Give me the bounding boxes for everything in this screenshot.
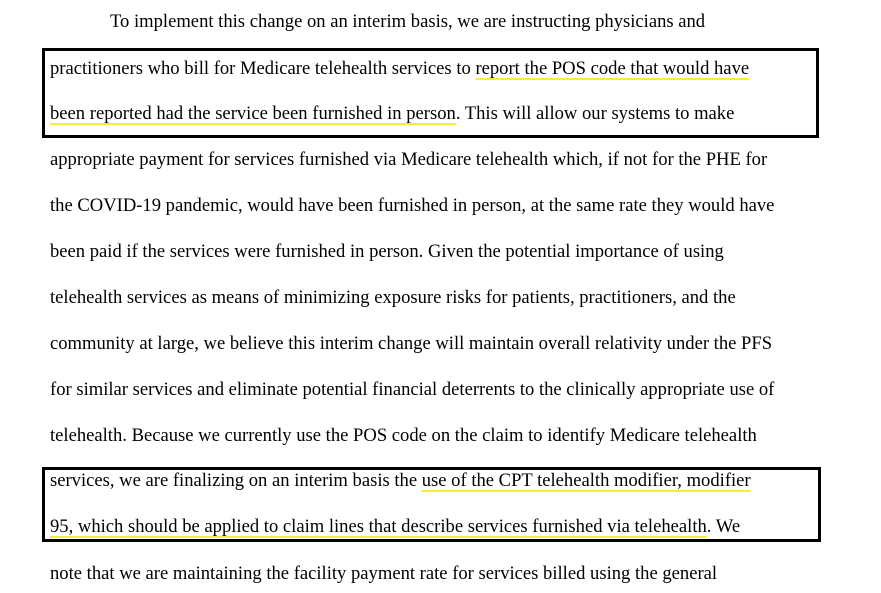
paragraph-line (50, 563, 717, 585)
paragraph-line (50, 287, 736, 309)
paragraph-line (50, 241, 724, 263)
text-run: community at large, we believe this interim change will maintain overall relativity under the PFS (50, 333, 773, 354)
highlighted-text-run: report the POS code that would have (475, 58, 750, 79)
paragraph-line (50, 470, 751, 492)
text-run: services, we are finalizing on an interim basis the (50, 470, 422, 491)
highlighted-text-run: been reported had the service been furnished in person (50, 103, 456, 124)
text-run: telehealth. Because we currently use the POS code on the claim to identify Medicare telehealth (50, 425, 757, 446)
text-run: telehealth services as means of minimizing exposure risks for patients, practitioners, and the (50, 287, 736, 308)
text-run: . This will allow our systems to make (455, 103, 735, 124)
paragraph-line (50, 103, 734, 125)
paragraph-line (50, 516, 740, 538)
paragraph-line (50, 379, 774, 401)
paragraph-line (50, 149, 767, 171)
paragraph-line (50, 58, 749, 80)
paragraph-line (50, 195, 774, 217)
text-run: for similar services and eliminate potential financial deterrents to the clinically appropriate use of (50, 379, 775, 400)
paragraph-line (50, 333, 772, 355)
paragraph-line (110, 11, 705, 33)
text-run: practitioners who bill for Medicare telehealth services to (50, 58, 476, 79)
text-run: the COVID-19 pandemic, would have been furnished in person, at the same rate they would have (50, 195, 775, 216)
text-run: To implement this change on an interim basis, we are instructing physicians and (110, 11, 706, 32)
text-run: note that we are maintaining the facility payment rate for services billed using the general (50, 563, 718, 584)
highlighted-text-run: 95, which should be applied to claim lines that describe services furnished via telehealth (50, 516, 707, 537)
text-run: . We (706, 516, 741, 537)
text-run: been paid if the services were furnished in person. Given the potential importance of using (50, 241, 724, 262)
text-run: appropriate payment for services furnished via Medicare telehealth which, if not for the PHE for (50, 149, 768, 170)
highlighted-text-run: use of the CPT telehealth modifier, modifier (421, 470, 751, 491)
paragraph-line (50, 425, 757, 447)
